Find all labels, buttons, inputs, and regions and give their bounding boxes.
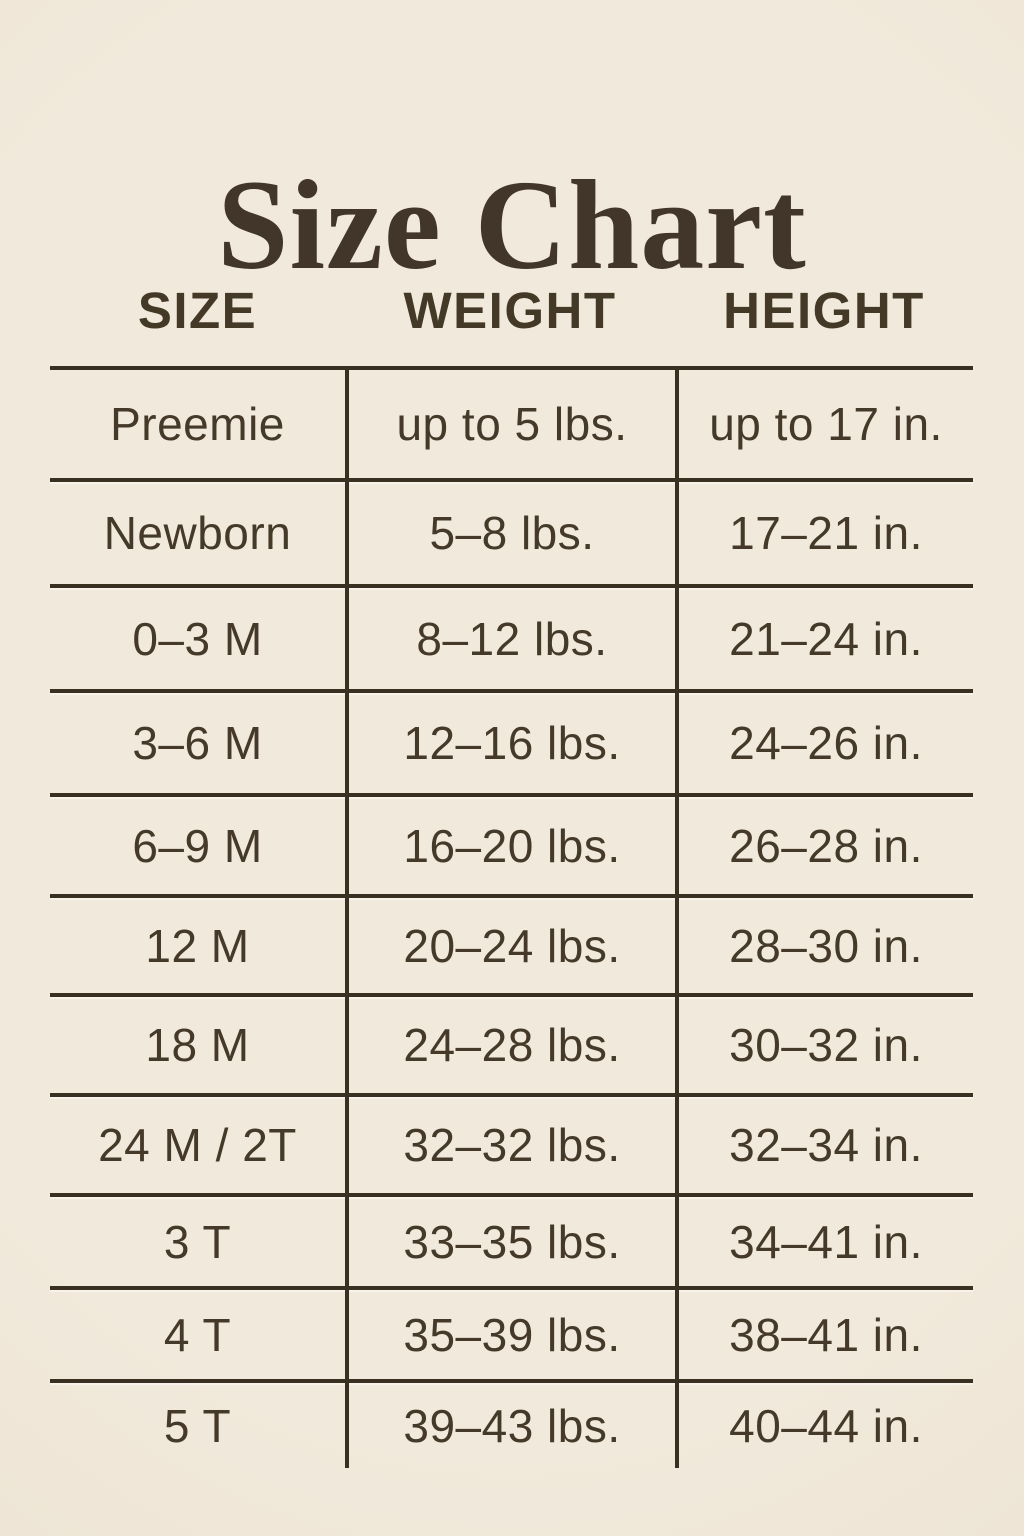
table-cell: 30–32 in. (675, 997, 973, 1093)
table-cell: 24–26 in. (675, 693, 973, 793)
table-row (50, 898, 973, 997)
table-cell: 18 M (145, 1019, 250, 1071)
table-cell: 24 M / 2T (98, 1119, 297, 1171)
table-cell: 33–35 lbs. (345, 1197, 675, 1286)
table-cell: 35–39 lbs. (345, 1290, 675, 1379)
table-cell: 38–41 in. (675, 1290, 973, 1379)
table-row (50, 482, 973, 588)
column-header-size: SIZE (137, 281, 258, 339)
table-cell: up to 17 in. (675, 370, 973, 478)
table-row (50, 1290, 973, 1383)
table-cell: 4 T (163, 1308, 232, 1361)
table-header-row (50, 268, 973, 352)
table-cell: 17–21 in. (675, 482, 973, 584)
size-table (50, 366, 973, 1468)
table-cell: 16–20 lbs. (345, 797, 675, 894)
table-cell: 40–44 in. (675, 1383, 973, 1468)
table-cell: 12 M (145, 919, 250, 972)
table-cell: 5–8 lbs. (345, 482, 675, 584)
table-cell: 12–16 lbs. (345, 693, 675, 793)
table-cell: Newborn (103, 507, 292, 559)
table-cell: 26–28 in. (675, 797, 973, 894)
table-row (50, 1197, 973, 1290)
table-cell: 6–9 M (132, 819, 263, 872)
table-cell: 32–34 in. (675, 1097, 973, 1193)
table-cell: 21–24 in. (675, 588, 973, 689)
table-cell: 39–43 lbs. (345, 1383, 675, 1468)
table-row (50, 1097, 973, 1197)
table-cell: 20–24 lbs. (345, 898, 675, 993)
table-row (50, 997, 973, 1097)
column-header-height: HEIGHT (723, 281, 925, 339)
table-cell: 24–28 lbs. (345, 997, 675, 1093)
table-row (50, 797, 973, 898)
table-cell: 3–6 M (132, 717, 263, 769)
column-header-weight: WEIGHT (403, 281, 617, 339)
table-cell: up to 5 lbs. (345, 370, 675, 478)
table-cell: 0–3 M (132, 612, 263, 665)
table-row (50, 588, 973, 693)
table-row (50, 1383, 973, 1468)
page-title: Size Chart (217, 153, 807, 296)
table-row (50, 693, 973, 797)
table-cell: 8–12 lbs. (345, 588, 675, 689)
table-cell: 32–32 lbs. (345, 1097, 675, 1193)
table-cell: 3 T (163, 1215, 232, 1268)
table-row (50, 366, 973, 482)
table-cell: 5 T (163, 1399, 232, 1452)
table-cell: 34–41 in. (675, 1197, 973, 1286)
table-cell: Preemie (110, 398, 285, 450)
table-cell: 28–30 in. (675, 898, 973, 993)
